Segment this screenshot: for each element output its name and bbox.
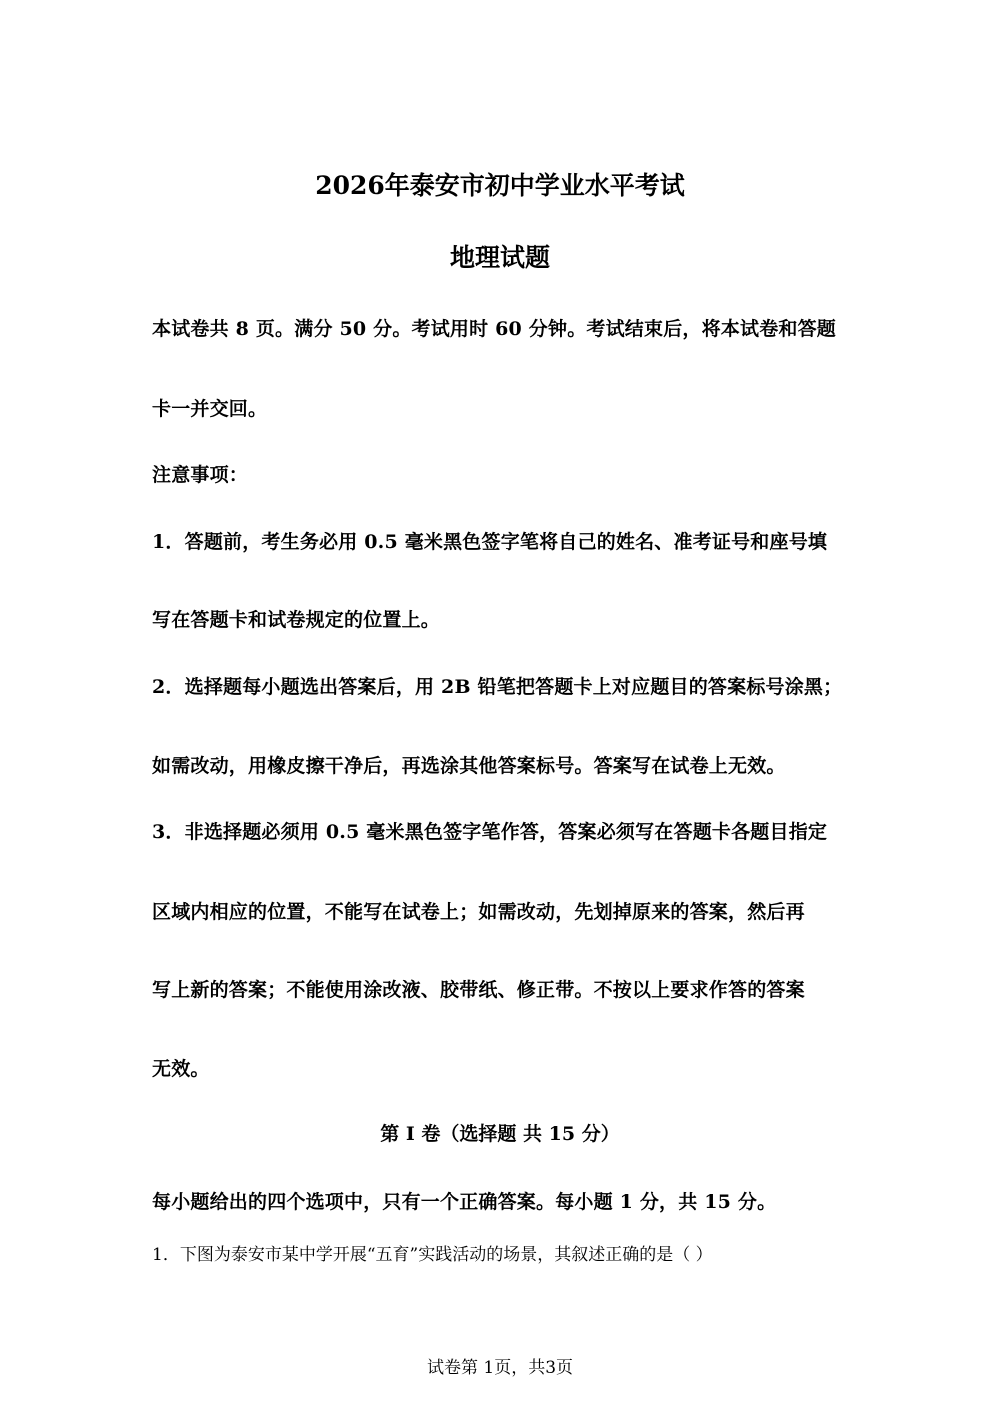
section-title: 第 I 卷（选择题 共 15 分） [380,1123,620,1145]
intro-line-1: 本试卷共 8 页。满分 50 分。考试用时 60 分钟。考试结束后，将本试卷和答题 [152,318,836,340]
notice-line-1: 1．答题前，考生务必用 0.5 毫米黑色签字笔将自己的姓名、准考证号和座号填 [152,531,828,553]
exam-subtitle: 地理试题 [449,243,550,272]
notice-line-6: 区域内相应的位置，不能写在试卷上；如需改动，先划掉原来的答案，然后再 [152,901,805,923]
notice-line-7: 写上新的答案；不能使用涂改液、胶带纸、修正带。不按以上要求作答的答案 [152,979,805,1001]
notice-line-3: 2．选择题每小题选出答案后，用 2B 铅笔把答题卡上对应题目的答案标号涂黑； [152,676,843,698]
section-instruction: 每小题给出的四个选项中，只有一个正确答案。每小题 1 分，共 15 分。 [152,1191,777,1213]
notice-line-2: 写在答题卡和试卷规定的位置上。 [152,609,441,631]
exam-title: 2026年泰安市初中学业水平考试 [315,171,685,200]
notice-heading: 注意事项： [152,464,249,486]
notice-line-4: 如需改动，用橡皮擦干净后，再选涂其他答案标号。答案写在试卷上无效。 [152,755,786,777]
page-footer: 试卷第 1页，共3页 [426,1358,574,1378]
notice-line-8: 无效。 [152,1058,210,1080]
question-1: 1．下图为泰安市某中学开展“五育”实践活动的场景，其叙述正确的是（ ） [152,1245,713,1265]
intro-line-2: 卡一并交回。 [152,398,268,420]
notice-line-5: 3．非选择题必须用 0.5 毫米黑色签字笔作答，答案必须写在答题卡各题目指定 [152,821,828,843]
